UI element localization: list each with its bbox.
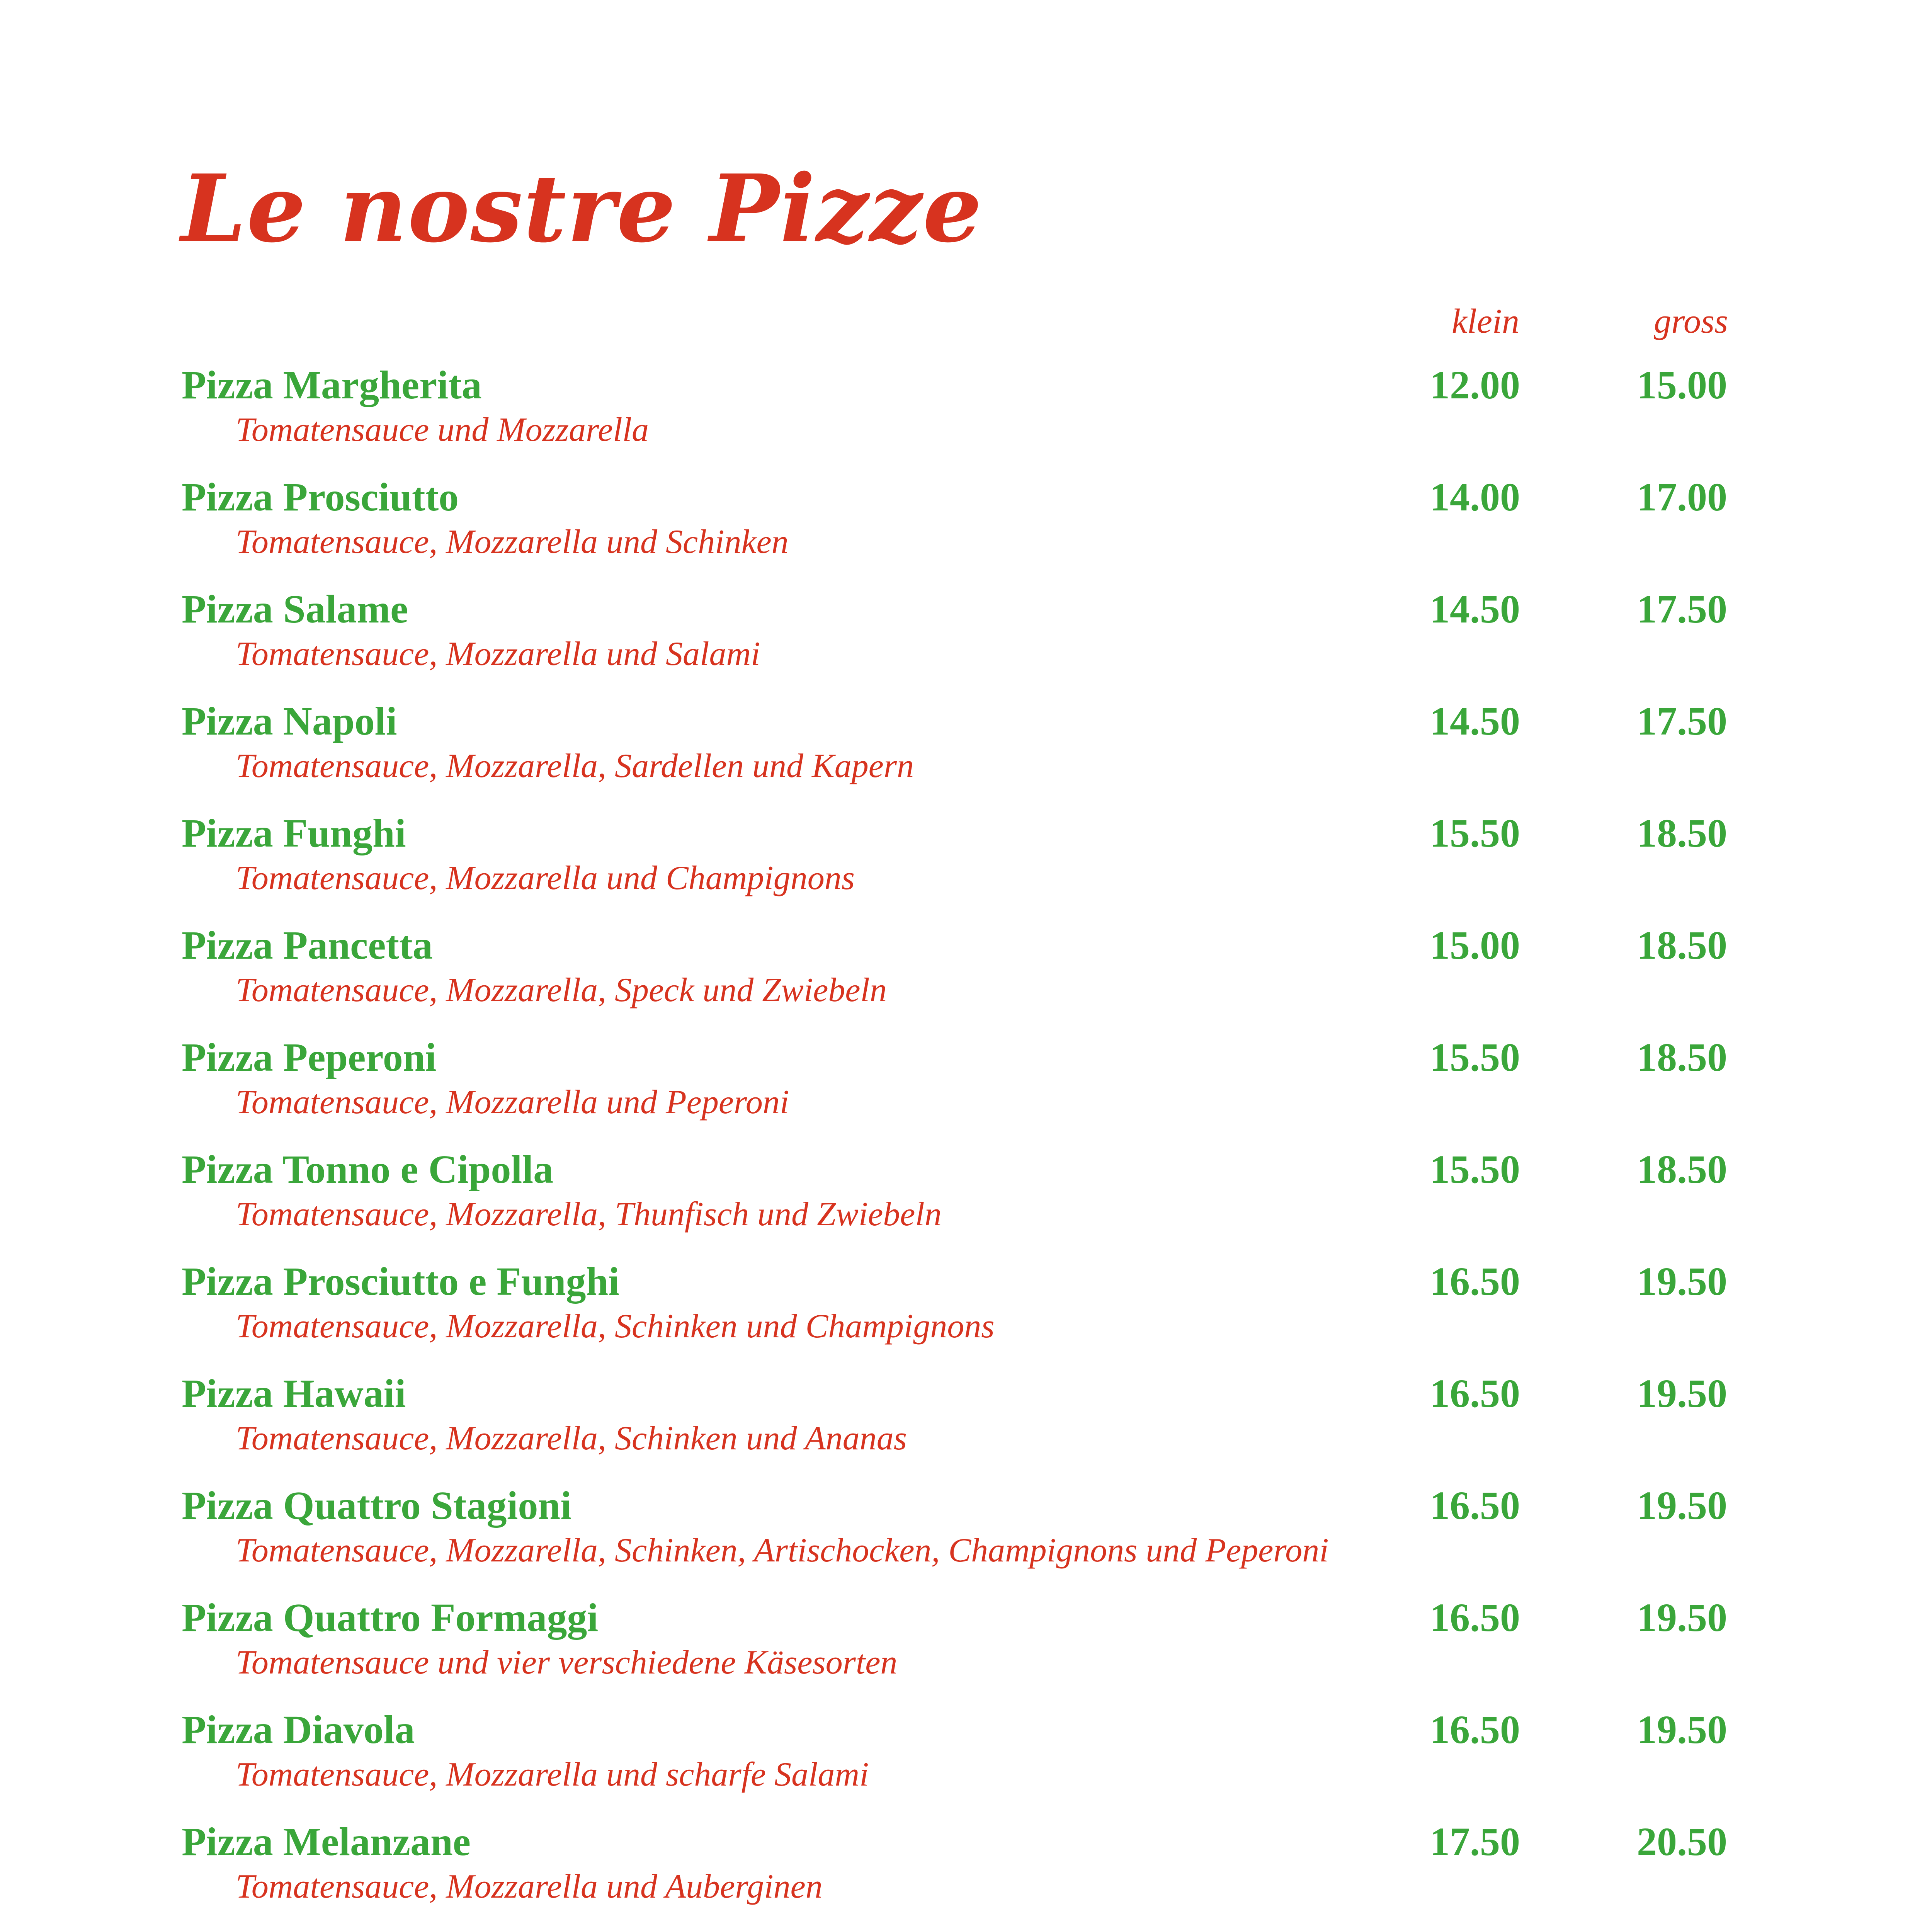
- menu-title: Le nostre Pizze: [181, 154, 983, 263]
- pizza-ingredients: Tomatensauce, Mozzarella und Schinken: [236, 523, 789, 561]
- price-large: 19.50: [1637, 1708, 1727, 1752]
- pizza-name: [182, 1929, 445, 1932]
- price-small: 14.50: [1430, 699, 1520, 743]
- pizza-name: Pizza Prosciutto: [182, 475, 459, 519]
- pizza-name: Pizza Melanzane: [182, 1820, 471, 1864]
- menu-item: [182, 1705, 1731, 1817]
- menu-item: [182, 1369, 1731, 1481]
- pizza-ingredients: Tomatensauce, Mozzarella, Thunfisch und Zwiebeln: [236, 1196, 942, 1233]
- pizza-name: Pizza Salame: [182, 587, 408, 631]
- pizza-ingredients: Tomatensauce und Mozzarella: [236, 411, 649, 449]
- price-large: 18.50: [1637, 1147, 1727, 1192]
- price-small: [1430, 1929, 1520, 1932]
- menu-item: [182, 1593, 1731, 1705]
- price-large: 19.50: [1637, 1483, 1727, 1528]
- pizza-name: Pizza Quattro Stagioni: [182, 1483, 572, 1528]
- pizza-ingredients: Tomatensauce, Mozzarella, Schinken, Artischocken, Champignons und Peperoni: [236, 1532, 1329, 1569]
- pizza-ingredients: Tomatensauce, Mozzarella und Auberginen: [236, 1868, 823, 1905]
- price-large: 19.50: [1637, 1259, 1727, 1304]
- pizza-ingredients: Tomatensauce, Mozzarella und Peperoni: [236, 1083, 789, 1121]
- price-large: [1637, 1929, 1727, 1932]
- menu-item: [182, 472, 1731, 584]
- price-large: 20.50: [1637, 1820, 1727, 1864]
- price-small: 15.50: [1430, 811, 1520, 855]
- price-small: 15.50: [1430, 1147, 1520, 1192]
- pizza-name: Pizza Napoli: [182, 699, 397, 743]
- pizza-ingredients: Tomatensauce, Mozzarella und scharfe Salami: [236, 1756, 869, 1793]
- price-small: 16.50: [1430, 1259, 1520, 1304]
- price-small: 16.50: [1430, 1708, 1520, 1752]
- price-large: 19.50: [1637, 1371, 1727, 1416]
- size-header-large: gross: [1654, 302, 1728, 340]
- menu-item: [182, 1032, 1731, 1145]
- pizza-ingredients: Tomatensauce, Mozzarella, Sardellen und Kapern: [236, 747, 914, 785]
- price-large: 18.50: [1637, 811, 1727, 855]
- menu-item: [182, 696, 1731, 808]
- price-large: 18.50: [1637, 923, 1727, 968]
- menu-item: [182, 1257, 1731, 1369]
- price-large: 15.00: [1637, 363, 1727, 407]
- price-small: 16.50: [1430, 1371, 1520, 1416]
- pizza-ingredients: Tomatensauce, Mozzarella und Salami: [236, 635, 760, 673]
- pizza-name: Pizza Hawaii: [182, 1371, 406, 1416]
- menu-item: [182, 1817, 1731, 1929]
- price-large: 19.50: [1637, 1595, 1727, 1640]
- pizza-name: Pizza Peperoni: [182, 1035, 437, 1080]
- pizza-ingredients: Tomatensauce, Mozzarella, Speck und Zwiebeln: [236, 971, 887, 1009]
- menu-item: [182, 1481, 1731, 1593]
- pizza-ingredients: Tomatensauce und vier verschiedene Käsesorten: [236, 1644, 898, 1681]
- pizza-name: Pizza Quattro Formaggi: [182, 1595, 599, 1640]
- pizza-name: Pizza Prosciutto e Funghi: [182, 1259, 620, 1304]
- menu-item: [182, 1929, 1731, 1932]
- pizza-name: Pizza Diavola: [182, 1708, 415, 1752]
- pizza-name: Pizza Funghi: [182, 811, 406, 855]
- pizza-ingredients: Tomatensauce, Mozzarella, Schinken und Champignons: [236, 1308, 995, 1345]
- price-large: 18.50: [1637, 1035, 1727, 1080]
- price-large: 17.00: [1637, 475, 1727, 519]
- price-small: 15.50: [1430, 1035, 1520, 1080]
- price-large: 17.50: [1637, 587, 1727, 631]
- price-small: 15.00: [1430, 923, 1520, 968]
- pizza-name: Pizza Pancetta: [182, 923, 433, 968]
- menu-item: [182, 920, 1731, 1032]
- pizza-ingredients: Tomatensauce, Mozzarella und Champignons: [236, 859, 855, 897]
- menu-item: [182, 808, 1731, 920]
- size-header-small: klein: [1452, 302, 1519, 340]
- pizza-name: Pizza Margherita: [182, 363, 482, 407]
- pizza-ingredients: Tomatensauce, Mozzarella, Schinken und Ananas: [236, 1420, 907, 1457]
- price-small: 16.50: [1430, 1595, 1520, 1640]
- price-large: 17.50: [1637, 699, 1727, 743]
- menu-item: [182, 584, 1731, 696]
- price-small: 17.50: [1430, 1820, 1520, 1864]
- price-small: 14.50: [1430, 587, 1520, 631]
- menu-item: [182, 360, 1731, 472]
- pizza-name: Pizza Tonno e Cipolla: [182, 1147, 554, 1192]
- price-small: 16.50: [1430, 1483, 1520, 1528]
- price-small: 14.00: [1430, 475, 1520, 519]
- menu-item: [182, 1145, 1731, 1257]
- pizza-menu-list: [182, 360, 1731, 1932]
- price-small: 12.00: [1430, 363, 1520, 407]
